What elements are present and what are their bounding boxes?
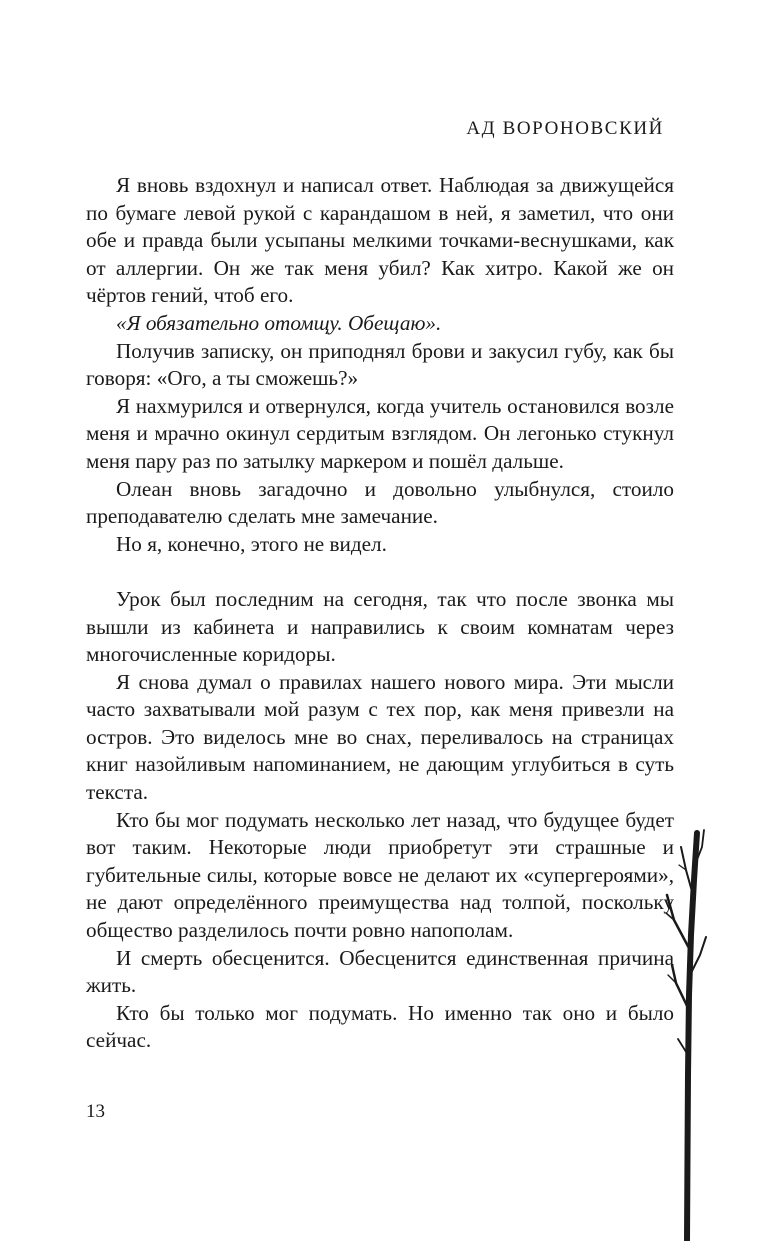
paragraph: И смерть обесценится. Обесценится единственная причина жить. [86,945,674,998]
page-number: 13 [86,1101,105,1122]
paragraph: Я вновь вздохнул и написал ответ. Наблюдая за движущейся по бумаге левой рукой с карандашом в ней, я заметил, что они обе и правда были усыпаны мелкими точками-веснушками, как от аллергии. Он же так меня убил? Как хитро. Какой же он чёртов гений, чтоб его. [86,173,674,308]
paragraph-italic: «Я обязательно отомщу. Обещаю». [116,310,442,335]
body-text [86,172,674,1055]
paragraph: Урок был последним на сегодня, так что после звонка мы вышли из кабинета и направились к своим комнатам через многочисленные коридоры. [86,586,674,667]
paragraph: Получив записку, он приподнял брови и закусил губу, как бы говоря: «Ого, а ты сможешь?» [86,338,674,391]
paragraph: Я нахмурился и отвернулся, когда учитель остановился возле меня и мрачно окинул сердитым взглядом. Он легонько стукнул меня пару раз по затылку маркером и пошёл дальше. [86,393,674,473]
paragraph: Олеан вновь загадочно и довольно улыбнулся, стоило преподавателю сделать мне замечание. [86,476,674,529]
paragraph: Кто бы мог подумать несколько лет назад, что будущее будет вот таким. Некоторые люди приобретут эти страшные и губительные силы, которые вовсе не делают их «супергероями», не дают определённого преимущества над толпой, поскольку общество разделилось почти ровно напополам. [86,807,674,943]
running-header: АД ВОРОНОВСКИЙ [466,118,664,139]
paragraph: Я снова думал о правилах нашего нового мира. Эти мысли часто захватывали мой разум с тех пор, как меня привезли на остров. Это виделось мне во снах, переливалось на страницах книг назойливым напоминанием, не дающим углубиться в суть текста. [86,669,674,805]
paragraph: Но я, конечно, этого не видел. [116,531,387,556]
paragraph: Кто бы только мог подумать. Но именно так оно и было сейчас. [86,1000,674,1053]
bare-tree-icon [660,825,710,1241]
